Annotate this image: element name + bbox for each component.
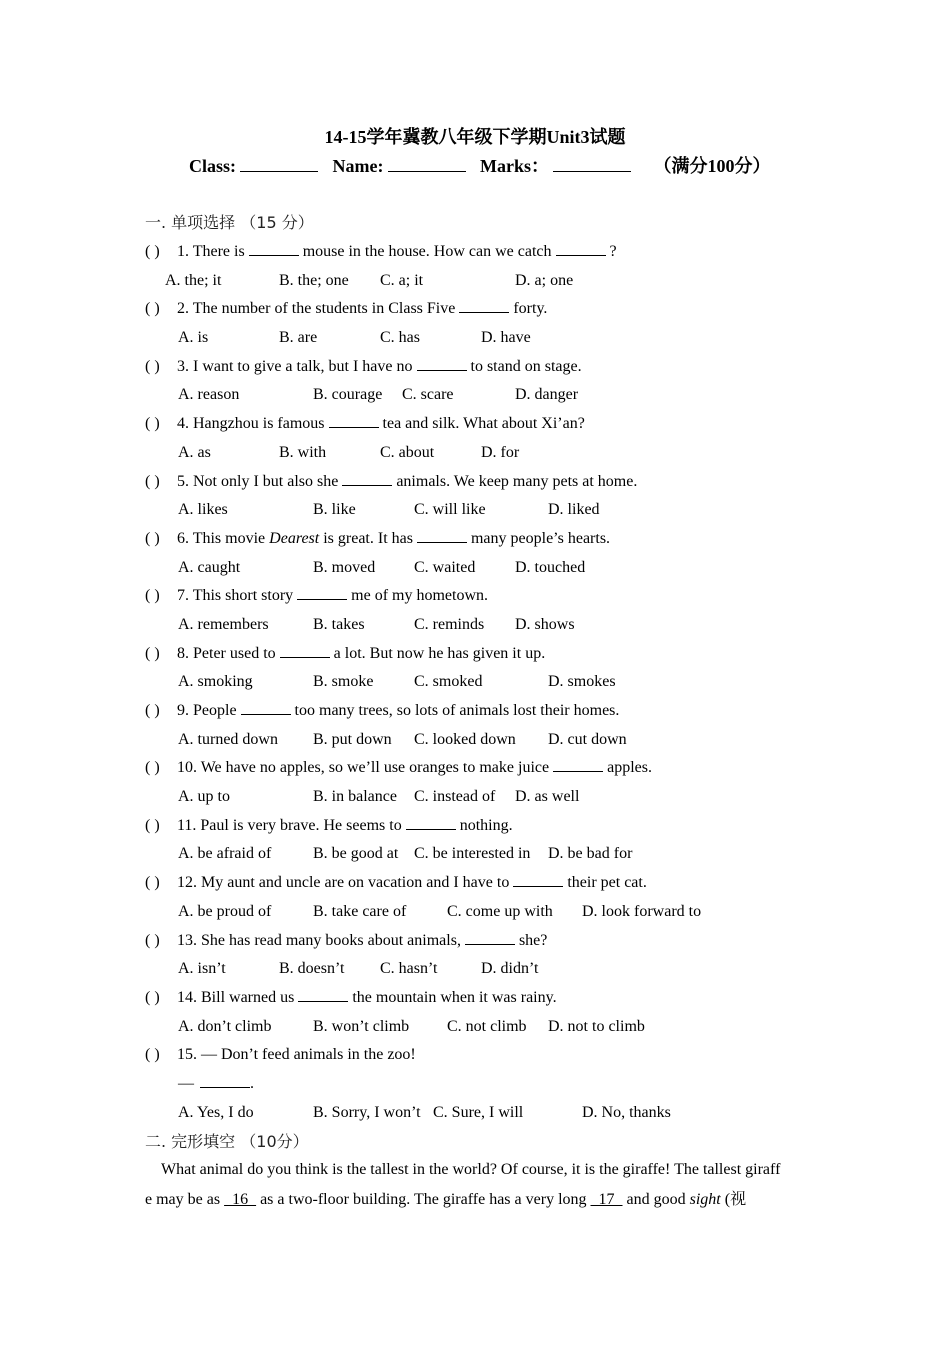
option-b[interactable]: B. courage: [313, 386, 383, 404]
question-stem: [145, 353, 845, 382]
question-text: 7. This short story: [177, 587, 294, 605]
option-c[interactable]: C. will like: [414, 501, 486, 519]
option-a[interactable]: A. likes: [178, 501, 228, 519]
options-row: [145, 381, 845, 410]
question-text: their pet cat.: [567, 874, 647, 892]
answer-blank[interactable]: [417, 528, 467, 543]
reply-dash: —: [178, 1074, 194, 1092]
question-text: 13. She has read many books about animals,: [177, 931, 461, 949]
answer-blank[interactable]: [417, 356, 467, 371]
question-text: 2. The number of the students in Class Five: [177, 300, 456, 318]
question-text: 4. Hangzhou is famous: [177, 415, 325, 433]
question-text: ?: [609, 243, 617, 260]
option-a[interactable]: A. the; it: [165, 271, 222, 289]
question-stem: [145, 410, 845, 439]
answer-blank[interactable]: [298, 987, 348, 1002]
question-stem: [145, 525, 845, 554]
option-b[interactable]: B. in balance: [313, 788, 397, 806]
answer-blank[interactable]: [553, 757, 603, 772]
option-d[interactable]: D. cut down: [548, 730, 627, 748]
question-text: the mountain when it was rainy.: [352, 988, 557, 1006]
option-a[interactable]: A. don’t climb: [178, 1017, 272, 1035]
question-text: 10. We have no apples, so we’ll use oranges to make juice: [177, 759, 550, 777]
option-c[interactable]: C. waited: [414, 558, 476, 576]
answer-parenthesis[interactable]: ( ): [145, 529, 160, 547]
options-row: [145, 1013, 845, 1042]
answer-blank[interactable]: [200, 1073, 250, 1088]
answer-blank[interactable]: [342, 471, 392, 486]
passage-text: (视: [724, 1191, 747, 1208]
options-row: [145, 611, 845, 640]
answer-parenthesis[interactable]: ( ): [145, 644, 160, 662]
question-list: [145, 238, 845, 1127]
cloze-blank-16[interactable]: 16: [224, 1191, 257, 1208]
answer-blank[interactable]: [297, 585, 347, 600]
option-c[interactable]: C. be interested in: [414, 845, 531, 863]
dialogue-reply: [145, 1070, 845, 1099]
option-d[interactable]: D. not to climb: [548, 1017, 645, 1035]
option-b[interactable]: B. take care of: [313, 902, 407, 920]
question-text: to stand on stage.: [470, 357, 582, 375]
answer-blank[interactable]: [249, 241, 299, 256]
reply-period: .: [250, 1074, 254, 1092]
answer-parenthesis[interactable]: ( ): [145, 702, 160, 719]
answer-parenthesis[interactable]: ( ): [145, 931, 160, 949]
option-d[interactable]: D. smokes: [548, 673, 616, 691]
question-stem: [145, 697, 845, 726]
option-a[interactable]: A. reason: [178, 386, 240, 404]
option-c[interactable]: C. come up with: [447, 902, 553, 920]
answer-blank[interactable]: [556, 241, 606, 256]
option-b[interactable]: B. doesn’t: [279, 960, 345, 978]
option-c[interactable]: C. about: [380, 443, 435, 461]
option-a[interactable]: A. remembers: [178, 615, 269, 633]
passage-line: [145, 1185, 807, 1215]
option-c[interactable]: C. scare: [402, 386, 454, 404]
question-text: 5. Not only I but also she: [177, 472, 339, 490]
option-d[interactable]: D. look forward to: [582, 902, 702, 920]
question-stem: [145, 468, 845, 497]
answer-parenthesis[interactable]: ( ): [145, 816, 160, 834]
option-a[interactable]: A. up to: [178, 788, 230, 806]
question-text: is great. It has: [323, 529, 413, 547]
option-a[interactable]: A. smoking: [178, 673, 253, 691]
option-b[interactable]: B. takes: [313, 615, 365, 633]
option-a[interactable]: A. isn’t: [178, 960, 226, 978]
passage-text: and good: [626, 1191, 686, 1208]
option-a[interactable]: A. be afraid of: [178, 845, 272, 863]
question-text: 11. Paul is very brave. He seems to: [177, 816, 402, 834]
class-field[interactable]: [240, 155, 318, 172]
answer-parenthesis[interactable]: ( ): [145, 759, 160, 777]
option-a[interactable]: A. Yes, I do: [178, 1103, 254, 1121]
answer-parenthesis[interactable]: ( ): [145, 988, 160, 1006]
option-b[interactable]: B. put down: [313, 730, 392, 748]
question-text: 8. Peter used to: [177, 644, 276, 662]
option-d[interactable]: D. touched: [515, 558, 586, 576]
answer-parenthesis[interactable]: ( ): [145, 243, 160, 260]
question-stem: [145, 812, 845, 841]
option-c[interactable]: C. instead of: [414, 788, 496, 806]
question-stem: [145, 640, 845, 669]
option-a[interactable]: A. be proud of: [178, 902, 272, 920]
option-a[interactable]: A. caught: [178, 558, 241, 576]
option-c[interactable]: C. has: [380, 329, 420, 347]
question-text: apples.: [607, 759, 652, 777]
option-c[interactable]: C. Sure, I will: [433, 1103, 524, 1121]
option-c[interactable]: C. looked down: [414, 730, 516, 748]
question-text: 6. This movie: [177, 529, 266, 547]
answer-blank[interactable]: [513, 872, 563, 887]
passage-text: e may be as: [145, 1191, 221, 1208]
option-d[interactable]: D. as well: [515, 788, 580, 806]
options-row: [145, 726, 845, 755]
answer-parenthesis[interactable]: ( ): [145, 415, 160, 433]
option-d[interactable]: D. didn’t: [481, 960, 539, 978]
question-stem: [145, 754, 845, 783]
answer-blank[interactable]: [459, 298, 509, 313]
question-italic-title: Dearest: [269, 529, 320, 547]
option-d[interactable]: D. liked: [548, 501, 600, 519]
question-text: forty.: [513, 300, 548, 318]
option-d[interactable]: D. have: [481, 329, 531, 347]
option-c[interactable]: C. smoked: [414, 673, 483, 691]
question-text: nothing.: [459, 816, 513, 834]
option-a[interactable]: A. is: [178, 329, 209, 347]
question-text: animals. We keep many pets at home.: [396, 472, 638, 490]
option-b[interactable]: B. be good at: [313, 845, 399, 863]
question-text: 3. I want to give a talk, but I have no: [177, 357, 413, 375]
question-text: mouse in the house. How can we catch: [302, 243, 552, 260]
passage-line: What animal do you think is the tallest in the world? Of course, it is the giraffe! The tallest giraff: [161, 1161, 781, 1178]
marks-field[interactable]: [553, 155, 631, 172]
options-row: [145, 496, 845, 525]
option-d[interactable]: D. shows: [515, 615, 575, 633]
answer-parenthesis[interactable]: ( ): [145, 874, 160, 892]
answer-parenthesis[interactable]: ( ): [145, 587, 160, 605]
options-row: [145, 1099, 845, 1128]
question-stem: [145, 984, 845, 1013]
option-d[interactable]: D. No, thanks: [582, 1103, 671, 1121]
question-stem: [145, 927, 845, 956]
options-row: [145, 840, 845, 869]
question-text: too many trees, so lots of animals lost their homes.: [294, 702, 620, 719]
options-row: [145, 267, 845, 296]
section-title-multiple-choice: 一. 单项选择 （15 分）: [145, 213, 314, 232]
cloze-blank-17[interactable]: 17: [590, 1191, 623, 1208]
options-row: [145, 783, 845, 812]
question-text: she?: [518, 931, 548, 949]
question-text: 12. My aunt and uncle are on vacation and I have to: [177, 874, 510, 892]
question-text: many people’s hearts.: [470, 529, 611, 547]
question-text: tea and silk. What about Xi’an?: [382, 415, 585, 433]
name-field[interactable]: [388, 155, 466, 172]
option-c[interactable]: C. a; it: [380, 271, 424, 289]
answer-blank[interactable]: [280, 643, 330, 658]
option-b[interactable]: B. like: [313, 501, 356, 519]
answer-blank[interactable]: [406, 815, 456, 830]
option-b[interactable]: B. with: [279, 443, 327, 461]
answer-parenthesis[interactable]: ( ): [145, 357, 160, 375]
question-stem: [145, 1041, 845, 1070]
answer-blank[interactable]: [329, 413, 379, 428]
option-c[interactable]: C. hasn’t: [380, 960, 438, 978]
passage-text: as a two-floor building. The giraffe has a very long: [260, 1191, 587, 1208]
option-b[interactable]: B. are: [279, 329, 318, 347]
question-text: a lot. But now he has given it up.: [333, 644, 546, 662]
options-row: [145, 324, 845, 353]
options-row: [145, 955, 845, 984]
option-d[interactable]: D. be bad for: [548, 845, 633, 863]
options-row: [145, 439, 845, 468]
marks-label: Marks：: [480, 156, 549, 176]
option-b[interactable]: B. the; one: [279, 271, 349, 289]
options-row: [145, 898, 845, 927]
answer-blank[interactable]: [241, 700, 291, 715]
option-b[interactable]: B. moved: [313, 558, 376, 576]
class-label: Class:: [189, 156, 237, 176]
question-text: 9. People: [177, 702, 237, 719]
option-b[interactable]: B. Sorry, I won’t: [313, 1103, 421, 1121]
name-label: Name:: [332, 156, 384, 176]
cloze-passage: [145, 1155, 807, 1215]
option-d[interactable]: D. danger: [515, 386, 579, 404]
option-d[interactable]: D. a; one: [515, 271, 574, 289]
option-b[interactable]: B. won’t climb: [313, 1017, 410, 1035]
page-title: 14-15学年冀教八年级下学期Unit3试题: [324, 127, 626, 147]
answer-parenthesis[interactable]: ( ): [145, 300, 160, 318]
option-c[interactable]: C. reminds: [414, 615, 485, 633]
options-row: [145, 668, 845, 697]
passage-italic-word: sight: [689, 1191, 721, 1208]
option-c[interactable]: C. not climb: [447, 1017, 527, 1035]
question-stem: [145, 869, 845, 898]
question-text: me of my hometown.: [351, 587, 489, 605]
question-stem: [145, 295, 845, 324]
question-text: 15. — Don’t feed animals in the zoo!: [177, 1046, 416, 1064]
section-title-cloze: 二. 完形填空 （10分）: [145, 1132, 309, 1151]
option-b[interactable]: B. smoke: [313, 673, 374, 691]
option-a[interactable]: A. turned down: [178, 730, 278, 748]
answer-blank[interactable]: [465, 930, 515, 945]
question-stem: [145, 582, 845, 611]
full-score-note: （满分100分）: [653, 156, 771, 176]
student-info-header: [189, 152, 771, 178]
question-stem: [145, 238, 845, 267]
answer-parenthesis[interactable]: ( ): [145, 472, 160, 490]
question-text: 1. There is: [177, 243, 245, 260]
question-text: 14. Bill warned us: [177, 988, 295, 1006]
answer-parenthesis[interactable]: ( ): [145, 1046, 160, 1064]
options-row: [145, 554, 845, 583]
option-a[interactable]: A. as: [178, 443, 211, 461]
option-d[interactable]: D. for: [481, 443, 520, 461]
